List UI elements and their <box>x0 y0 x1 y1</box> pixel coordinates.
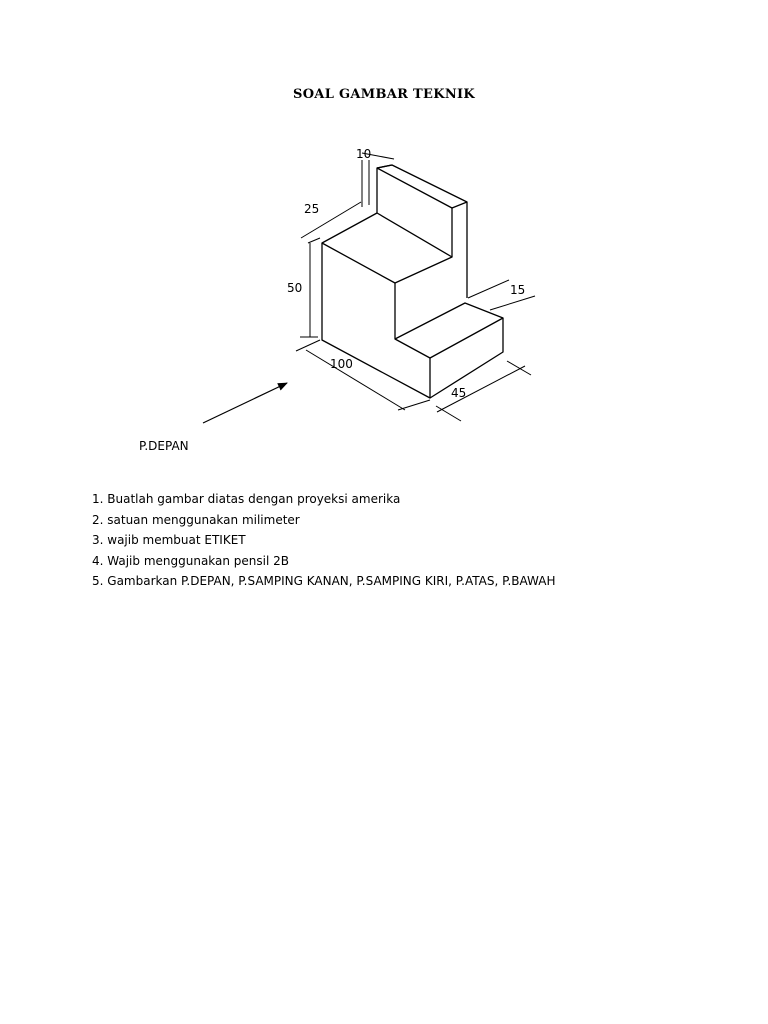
dim-label-25: 25 <box>304 202 320 216</box>
dim-label-45: 45 <box>451 386 467 400</box>
dim-label-15: 15 <box>510 283 526 297</box>
view-label: P.DEPAN <box>139 439 189 453</box>
dim-label-100: 100 <box>330 357 353 371</box>
view-direction-arrow <box>203 383 287 423</box>
dimension-lines <box>296 153 535 421</box>
instruction-list <box>92 489 556 592</box>
dim-label-50: 50 <box>287 281 303 295</box>
isometric-drawing <box>0 0 768 480</box>
instruction-item: 5. Gambarkan P.DEPAN, P.SAMPING KANAN, P.SAMPING KIRI, P.ATAS, P.BAWAH <box>92 574 556 588</box>
instruction-item: 4. Wajib menggunakan pensil 2B <box>92 553 290 568</box>
instruction-item: 2. satuan menggunakan milimeter <box>92 512 300 527</box>
document-title: SOAL GAMBAR TEKNIK <box>293 87 475 102</box>
instruction-item: 1. Buatlah gambar diatas dengan proyeksi amerika <box>92 492 401 506</box>
dim-label-10: 10 <box>356 147 372 161</box>
instruction-item: 3. wajib membuat ETIKET <box>92 533 246 547</box>
